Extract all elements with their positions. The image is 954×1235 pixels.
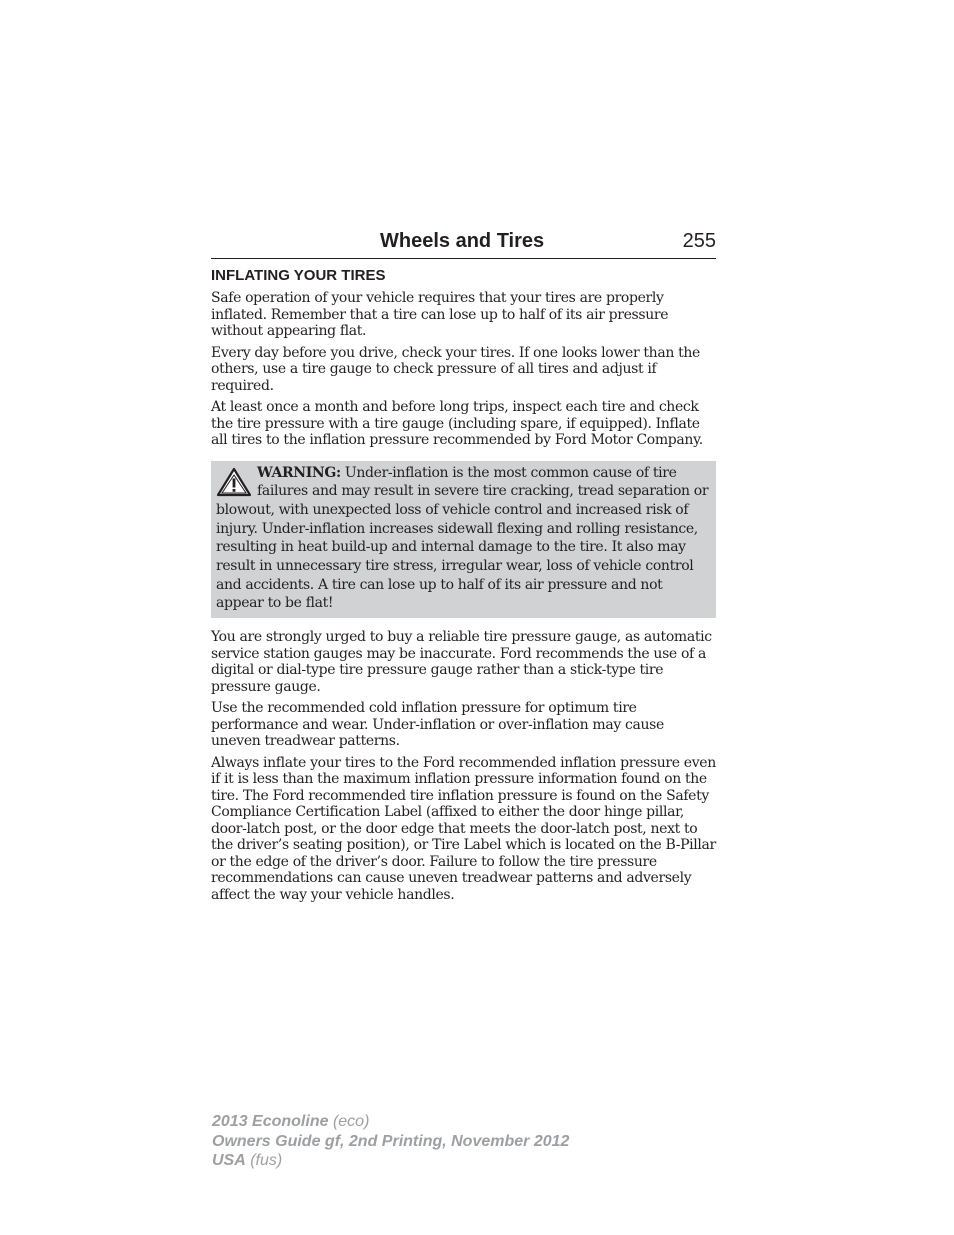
paragraph: Use the recommended cold inflation pressure for optimum tire performance and wear. Under-inflation or over-inflation may cause uneven treadwear patterns. (211, 700, 664, 750)
paragraph: You are strongly urged to buy a reliable tire pressure gauge, as automatic service station gauges may be inaccurate. Ford recommends the use of a digital or dial-type tire pressure gauge rather than a stick-type tire pressure gauge. (211, 629, 712, 695)
document-footer (212, 1112, 569, 1171)
paragraph: Safe operation of your vehicle requires that your tires are properly inflated. Remember that a tire can lose up to half of its air pressure without appearing flat. (211, 290, 669, 339)
footer-line-model: 2013 Econoline (eco) (212, 1113, 370, 1130)
warning-box (211, 461, 716, 619)
paragraph: Every day before you drive, check your tires. If one looks lower than the others, use a tire gauge to check pressure of all tires and adjust if required. (211, 344, 700, 394)
page-number: 255 (682, 230, 716, 252)
subsection-heading: INFLATING YOUR TIRES (211, 267, 386, 284)
warning-label: WARNING: (257, 464, 341, 481)
footer-line-edition: Owners Guide gf, 2nd Printing, November 2012 (212, 1132, 570, 1150)
paragraph: At least once a month and before long trips, inspect each tire and check the tire pressure with a tire gauge (including spare, if equipped). Inflate all tires to the inflation pressure recommended by Ford Motor Company. (211, 399, 703, 448)
main-content (211, 267, 716, 908)
warning-text: Under-inflation is the most common cause of tire failures and may result in severe tire cracking, tread separation or blowout, with unexpected loss of vehicle control and increased risk of injury. Under-inflation increases sidewall flexing and rolling resistance, resulting in heat build-up and internal damage to the tire. It also may result in unnecessary tire stress, irregular wear, loss of vehicle control and accidents. A tire can lose up to half of its air pressure and not appear to be flat! (216, 464, 709, 612)
paragraph: Always inflate your tires to the Ford recommended inflation pressure even if it is less than the maximum inflation pressure information found on the tire. The Ford recommended tire inflation pressure is found on the Safety Compliance Certification Label (affixed to either the door hinge pillar, door-latch post, or the door edge that meets the door-latch post, next to the driver’s seating position), or Tire Label which is located on the B-Pillar or the edge of the driver’s door. Failure to follow the tire pressure recommendations can cause uneven treadwear patterns and adversely affect the way your vehicle handles. (211, 754, 716, 903)
section-title: Wheels and Tires (380, 230, 545, 252)
page-header (211, 228, 716, 259)
footer-line-market: USA (fus) (212, 1152, 283, 1169)
warning-triangle-icon (215, 466, 253, 498)
